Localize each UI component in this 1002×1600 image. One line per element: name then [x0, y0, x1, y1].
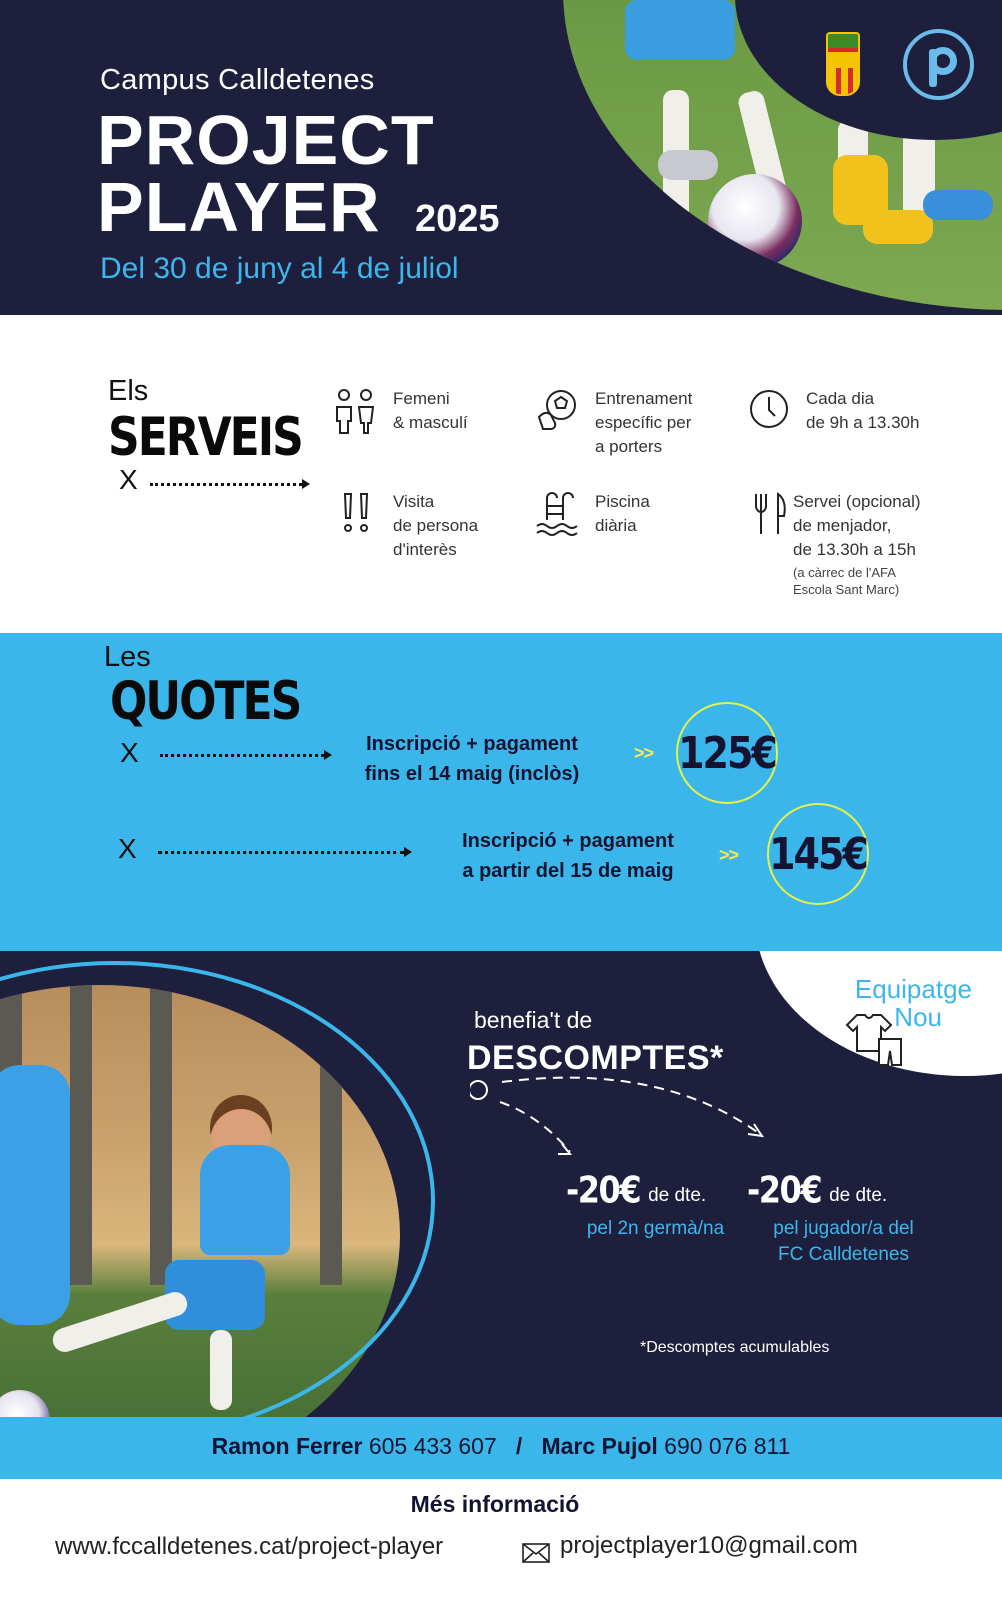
info-section — [0, 1479, 1002, 1600]
mail-icon — [522, 1543, 550, 1563]
discount-1-amount: -20€ de dte. — [566, 1168, 707, 1212]
services-section: Els SERVEIS X Femeni & masculí Entrenament específic per a porters Cada dia de 9h a 13.30h Visita de persona d'interès Piscina diària Servei (opcional) de menjador, de 13.30h a 15h (a càrrec de l'AFA Escola Sant Marc) — [0, 315, 1002, 633]
website-link[interactable]: www.fccalldetenes.cat/project-player — [55, 1533, 444, 1560]
fee-2-description: Inscripció + pagament a partir del 15 de maig — [462, 830, 674, 882]
dining-note: (a càrrec de l'AFA Escola Sant Marc) — [793, 565, 900, 597]
contact-2-phone[interactable]: 690 076 811 — [664, 1433, 791, 1459]
contact-line — [0, 1433, 1002, 1460]
services-dotted-arrow — [150, 483, 302, 486]
clock-icon — [748, 387, 794, 435]
exclamation-icon — [333, 490, 379, 538]
title-line-2: PLAYER — [97, 168, 381, 246]
fee-2-dotted-arrow — [158, 851, 404, 854]
fee-1-price: 125€ — [676, 702, 778, 804]
fee-2-marker: X — [118, 833, 137, 864]
discount-1-condition: pel 2n germà/na — [586, 1218, 725, 1239]
contact-2-name: Marc Pujol — [541, 1433, 658, 1459]
discount-2-amount: -20€ de dte. — [747, 1168, 888, 1212]
contact-1-phone[interactable]: 605 433 607 — [368, 1433, 497, 1459]
fees-section — [0, 633, 1002, 951]
new-kit-label: Equipatge Nou — [854, 974, 972, 1032]
discount-intro: benefia't de — [474, 1007, 593, 1033]
discount-title: DESCOMPTES* — [467, 1039, 724, 1077]
discount-dashed-arrows — [470, 1076, 790, 1166]
contact-band — [0, 1417, 1002, 1479]
discount-footnote: *Descomptes acumulables — [640, 1339, 830, 1356]
photo-ring — [0, 961, 435, 1417]
cutlery-icon — [748, 490, 794, 538]
contact-separator: / — [515, 1433, 523, 1459]
services-heading: SERVEIS — [108, 407, 302, 469]
goalkeeper-ball-icon — [535, 387, 581, 435]
shirt-shorts-icon — [845, 1011, 905, 1067]
services-marker: X — [119, 464, 138, 495]
hero-banner — [0, 0, 1002, 315]
fee-2-arrows: >> — [719, 845, 739, 865]
fee-1-marker: X — [120, 737, 139, 768]
fee-1-dotted-arrow — [160, 754, 324, 757]
fees-heading-small: Les — [104, 641, 151, 673]
project-player-logo — [903, 29, 974, 100]
campus-label: Campus Calldetenes — [100, 64, 375, 96]
fee-1-description: Inscripció + pagament fins el 14 maig (inclòs) — [364, 733, 580, 785]
info-title: Més informació — [410, 1491, 580, 1517]
title-year: 2025 — [415, 198, 500, 240]
fees-heading: QUOTES — [110, 671, 301, 733]
email-link[interactable]: projectplayer10@gmail.com — [560, 1532, 858, 1559]
people-icon — [333, 387, 379, 435]
title-line-1: PROJECT — [97, 101, 435, 179]
discounts-section — [0, 951, 1002, 1417]
contact-1-name: Ramon Ferrer — [211, 1433, 363, 1459]
pool-icon — [535, 490, 581, 538]
campus-dates: Del 30 de juny al 4 de juliol — [100, 252, 459, 285]
discount-2-condition: pel jugador/a del FC Calldetenes — [773, 1218, 914, 1265]
fc-calldetenes-badge — [826, 32, 860, 96]
fee-1-arrows: >> — [634, 743, 654, 763]
services-heading-small: Els — [108, 375, 149, 407]
fee-2-price: 145€ — [767, 803, 869, 905]
